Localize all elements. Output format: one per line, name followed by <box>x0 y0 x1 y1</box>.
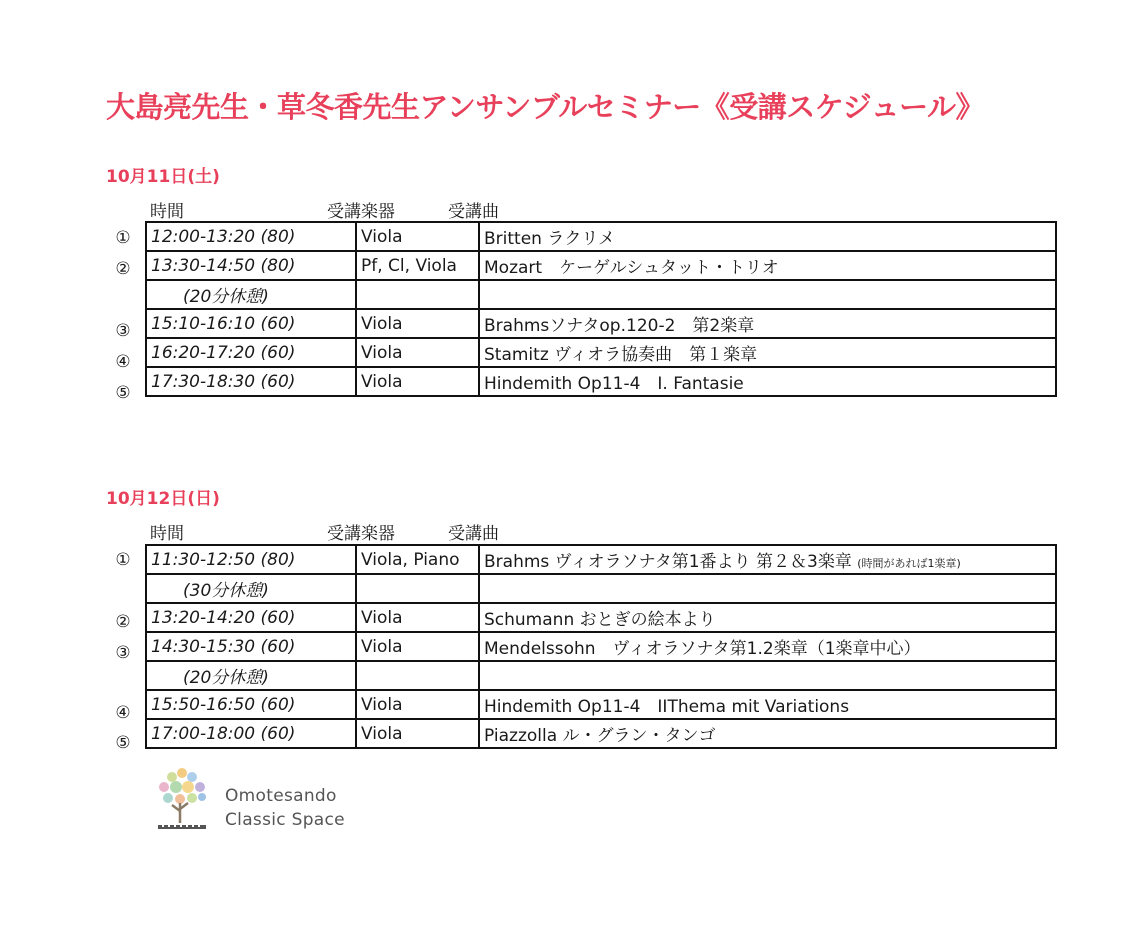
row-number: ② <box>115 612 131 632</box>
row-number: ④ <box>115 703 131 723</box>
table-row <box>146 338 1056 367</box>
instrument-cell: Viola <box>356 367 479 396</box>
time-cell: 11:30-12:50 (80) <box>146 545 356 574</box>
day2-header-time: 時間 <box>150 524 184 544</box>
day1-header-instrument: 受講楽器 <box>327 202 395 222</box>
row-number: ⑤ <box>115 733 131 753</box>
table-row <box>146 309 1056 338</box>
time-cell: 15:50-16:50 (60) <box>146 690 356 719</box>
row-number: ② <box>115 259 131 279</box>
break-cell: (20分休憩) <box>146 661 356 690</box>
instrument-cell: Viola <box>356 690 479 719</box>
instrument-cell <box>356 280 479 309</box>
time-cell: 13:20-14:20 (60) <box>146 603 356 632</box>
instrument-cell: Viola <box>356 719 479 748</box>
piece-cell: Piazzolla ル・グラン・タンゴ <box>479 719 1056 748</box>
piece-cell: Schumann おとぎの絵本より <box>479 603 1056 632</box>
table-row-break <box>146 280 1056 309</box>
time-cell: 13:30-14:50 (80) <box>146 251 356 280</box>
day1-header-piece: 受講曲 <box>448 202 499 222</box>
table-row <box>146 251 1056 280</box>
piece-cell: Stamitz ヴィオラ協奏曲 第１楽章 <box>479 338 1056 367</box>
piece-cell: Hindemith Op11-4 IIThema mit Variations <box>479 690 1056 719</box>
piece-text: Brahms ヴィオラソナタ第1番より 第２＆3楽章 <box>484 552 852 572</box>
time-cell: 15:10-16:10 (60) <box>146 309 356 338</box>
piece-cell <box>479 545 1056 574</box>
day2-date: 10月12日(日) <box>106 489 220 509</box>
day1-date: 10月11日(土) <box>106 167 220 187</box>
table-row <box>146 632 1056 661</box>
piece-cell <box>479 661 1056 690</box>
table-row <box>146 222 1056 251</box>
row-number: ③ <box>115 643 131 663</box>
row-number: ① <box>115 228 131 248</box>
instrument-cell: Viola <box>356 222 479 251</box>
break-cell: (20分休憩) <box>146 280 356 309</box>
time-cell: 16:20-17:20 (60) <box>146 338 356 367</box>
piece-cell <box>479 574 1056 603</box>
day2-header-instrument: 受講楽器 <box>327 524 395 544</box>
instrument-cell: Viola <box>356 309 479 338</box>
piece-cell: Mozart ケーゲルシュタット・トリオ <box>479 251 1056 280</box>
day2-header-piece: 受講曲 <box>448 524 499 544</box>
piece-cell: Britten ラクリメ <box>479 222 1056 251</box>
time-cell: 14:30-15:30 (60) <box>146 632 356 661</box>
instrument-cell: Viola <box>356 603 479 632</box>
table-row-break <box>146 574 1056 603</box>
row-number: ③ <box>115 321 131 341</box>
instrument-cell: Viola, Piano <box>356 545 479 574</box>
piece-cell <box>479 280 1056 309</box>
instrument-cell: Pf, Cl, Viola <box>356 251 479 280</box>
piece-note: (時間があれば1楽章) <box>857 557 961 570</box>
row-number: ⑤ <box>115 383 131 403</box>
day1-schedule-table <box>145 221 1057 397</box>
table-row <box>146 690 1056 719</box>
instrument-cell <box>356 574 479 603</box>
instrument-cell: Viola <box>356 632 479 661</box>
table-row-break <box>146 661 1056 690</box>
day2-schedule-table <box>145 544 1057 749</box>
time-cell: 17:30-18:30 (60) <box>146 367 356 396</box>
table-row <box>146 719 1056 748</box>
instrument-cell <box>356 661 479 690</box>
logo-text-line1: Omotesando <box>225 786 337 806</box>
time-cell: 17:00-18:00 (60) <box>146 719 356 748</box>
piece-cell: Hindemith Op11-4 I. Fantasie <box>479 367 1056 396</box>
table-row <box>146 367 1056 396</box>
piece-cell: Brahmsソナタop.120-2 第2楽章 <box>479 309 1056 338</box>
table-row <box>146 545 1056 574</box>
page-title: 大島亮先生・草冬香先生アンサンブルセミナー《受講スケジュール》 <box>106 90 984 124</box>
time-cell: 12:00-13:20 (80) <box>146 222 356 251</box>
row-number: ① <box>115 550 131 570</box>
piece-cell: Mendelssohn ヴィオラソナタ第1.2楽章（1楽章中心） <box>479 632 1056 661</box>
instrument-cell: Viola <box>356 338 479 367</box>
day1-header-time: 時間 <box>150 202 184 222</box>
logo-text-line2: Classic Space <box>225 810 345 830</box>
row-number: ④ <box>115 352 131 372</box>
break-cell: (30分休憩) <box>146 574 356 603</box>
table-row <box>146 603 1056 632</box>
